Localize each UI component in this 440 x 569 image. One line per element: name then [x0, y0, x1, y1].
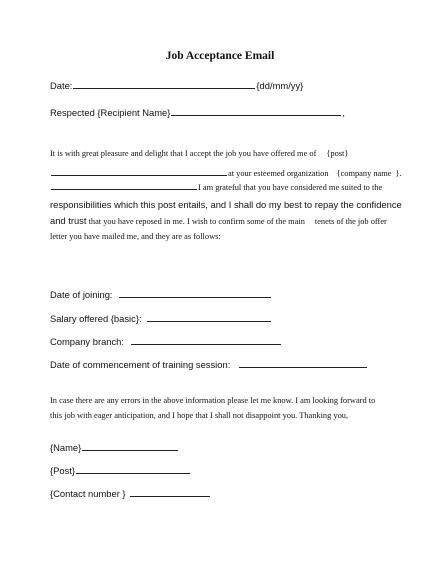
salary-line — [50, 313, 272, 324]
p1-trust-text: and trust — [50, 215, 87, 226]
company-placeholder: {company name — [336, 169, 392, 178]
signature-post-line — [50, 465, 191, 476]
signature-contact-line — [50, 488, 211, 499]
p1-reposed-text: that you have reposed in me. I wish to confirm some of the main — [88, 217, 305, 226]
signature-name-line — [50, 442, 179, 453]
p1-text-a: It is with great pleasure and delight that I accept the job you have offered me of — [50, 149, 317, 158]
paragraph-1-line-5 — [50, 215, 387, 226]
paragraph-2-line-1: In case there are any errors in the above information please let me know. I am looking forward to — [50, 396, 376, 405]
training-label: Date of commencement of training session: — [50, 359, 231, 370]
training-blank[interactable] — [239, 360, 367, 368]
document-title: Job Acceptance Email — [165, 50, 275, 62]
post-label: {Post} — [50, 465, 76, 476]
salutation-line — [50, 107, 345, 118]
paragraph-1-line-3 — [50, 182, 382, 192]
recipient-blank[interactable] — [171, 108, 341, 116]
p1-grateful-text: I am grateful that you have considered me suited to the — [198, 183, 383, 192]
post-placeholder: {post} — [326, 149, 349, 158]
branch-blank[interactable] — [131, 337, 281, 345]
signature-post-blank[interactable] — [76, 466, 190, 474]
joining-label: Date of joining: — [50, 289, 113, 300]
company-close: }. — [395, 169, 402, 178]
p1-tenets-text: tenets of the job offer — [314, 217, 387, 226]
company-blank[interactable] — [51, 182, 197, 190]
post-blank[interactable] — [51, 168, 227, 176]
training-line — [50, 359, 368, 370]
contact-label: {Contact number } — [50, 488, 126, 499]
paragraph-1-line-6: letter you have mailed me, and they are as follows: — [50, 232, 221, 241]
branch-line — [50, 336, 282, 347]
date-line — [50, 80, 303, 91]
paragraph-2-line-2: this job with eager anticipation, and I hope that I shall not disappoint you. Thanking you, — [50, 411, 349, 420]
date-format: {dd/mm/yy} — [256, 80, 304, 91]
salary-blank[interactable] — [147, 314, 271, 322]
salutation-comma: , — [342, 107, 345, 118]
p1-org-text: at your esteemed organization — [228, 169, 329, 178]
joining-line — [50, 289, 272, 300]
salary-label: Salary offered {basic}: — [50, 313, 142, 324]
paragraph-1-line-4: responsibilities which this post entails, and I shall do my best to repay the confidence — [50, 199, 402, 210]
contact-blank[interactable] — [130, 489, 210, 497]
paragraph-1-line-1 — [50, 149, 348, 158]
name-label: {Name} — [50, 442, 82, 453]
branch-label: Company branch: — [50, 336, 124, 347]
joining-blank[interactable] — [119, 290, 271, 298]
recipient-label: Respected {Recipient Name} — [50, 107, 171, 118]
paragraph-1-line-2 — [50, 168, 402, 178]
date-label: Date: — [50, 80, 73, 91]
date-blank[interactable] — [73, 81, 255, 89]
name-blank[interactable] — [82, 443, 178, 451]
